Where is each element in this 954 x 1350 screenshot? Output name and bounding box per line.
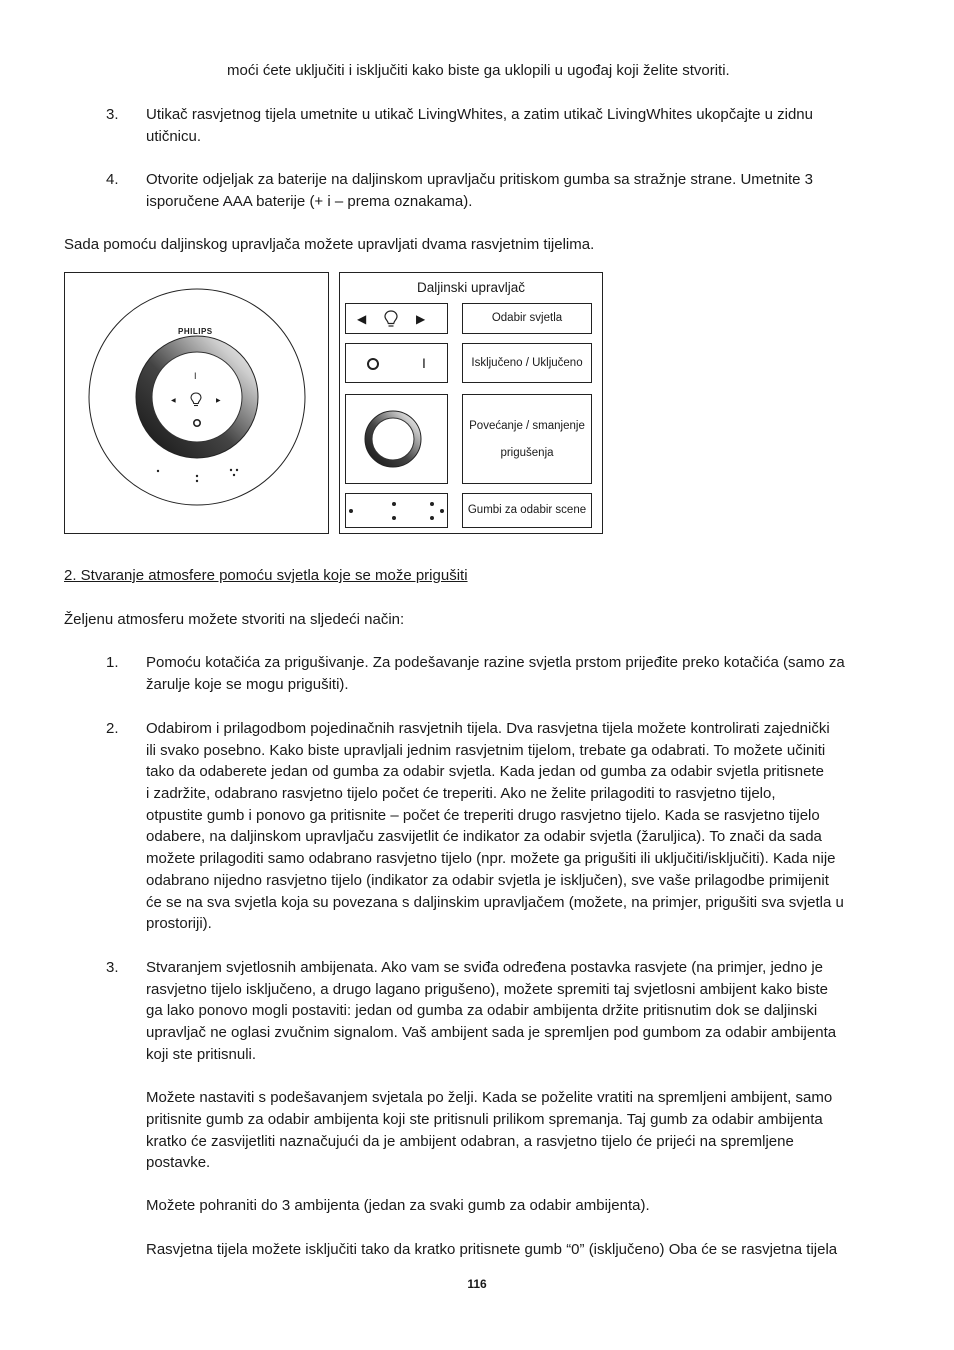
main-step-3-number: 3. xyxy=(106,959,119,976)
remote-illustration xyxy=(64,272,329,534)
step-4-number: 4. xyxy=(106,171,119,188)
section-intro: Željenu atmosferu možete stvoriti na sljedeći način: xyxy=(64,611,405,628)
step-3-line-2: utičnicu. xyxy=(146,128,202,145)
select-light-button[interactable] xyxy=(345,303,448,334)
continue-line-1: Možete nastaviti s podešavanjem svjetala po želji. Kada se poželite vratiti na spremljeni ambijent, samo xyxy=(146,1089,833,1106)
step-3-line-1: Utikač rasvjetnog tijela umetnite u utikač LivingWhites, a zatim utikač LivingWhites ukopčajte u zidnu xyxy=(146,106,813,123)
continue-line-3: kratko će zasvijetliti naznačujući da je ambijent odabran, a rasvjetno tijelo će prijeći na spremljene xyxy=(146,1133,794,1150)
dimming-label-line-2: prigušenja xyxy=(500,447,554,459)
main-step-2-line-2: ili svako posebno. Kako biste upravljali jednim rasvjetnim tijelom, trebate ga odabrati. To možete učiniti xyxy=(146,742,826,759)
dimming-wheel-control[interactable] xyxy=(345,394,448,484)
main-step-2-line-10: prostoriji). xyxy=(146,915,212,932)
legend-title: Daljinski upravljač xyxy=(416,280,526,295)
store-paragraph: Možete pohraniti do 3 ambijenta (jedan za svaki gumb za odabir ambijenta). xyxy=(146,1197,650,1214)
continue-line-2: pritisnite gumb za odabir ambijenta koji ste pritisnuli prilikom spremanja. Taj gumb za odabir ambijenta xyxy=(146,1111,823,1128)
remote-right-arrow-icon: ▶ xyxy=(216,398,221,404)
main-step-2-line-9: će se na sva svjetla koja su povezana s daljinskim upravljačem (možete, na primjer, prigušiti sva svjetla u xyxy=(146,894,844,911)
main-step-2-line-3: tako da odaberete jedan od gumba za odabir svjetla. Kada jedan od gumba za odabir svjetla pritisnete xyxy=(146,763,824,780)
dimming-wheel-icon xyxy=(363,409,423,469)
off-circle-icon xyxy=(366,357,380,371)
intro-continuation: moći ćete uključiti i isključiti kako biste ga uklopili u ugođaj koji želite stvoriti. xyxy=(227,62,730,79)
main-step-3-line-4: upravljač ne oglasi zvučnim signalom. Vaš ambijent sada je spremljen pod gumbom za odabir ambijenta xyxy=(146,1024,837,1041)
scene-label: Gumbi za odabir scene xyxy=(462,493,592,528)
main-step-2-line-5: otpustite gumb i ponovo ga pritisnite – počet će treperiti drugo rasvjetno tijelo. Kada se rasvjetno tijelo xyxy=(146,807,820,824)
on-off-button[interactable] xyxy=(345,343,448,383)
scene-dots-icon xyxy=(346,494,447,527)
summary-line: Sada pomoću daljinskog upravljača možete upravljati dvama rasvjetnim tijelima. xyxy=(64,236,595,253)
dimming-label-line-1: Povećanje / smanjenje xyxy=(469,420,585,432)
scene-buttons[interactable] xyxy=(345,493,448,528)
brand-logo: PHILIPS xyxy=(178,327,213,336)
continue-line-4: postavke. xyxy=(146,1154,211,1171)
on-mark: I xyxy=(422,355,426,371)
main-step-3-line-1: Stvaranjem svjetlosnih ambijenata. Ako vam se sviđa određena postavka rasvjete (na primjer, jedno je xyxy=(146,959,824,976)
section-title: 2. Stvaranje atmosfere pomoću svjetla koje se može prigušiti xyxy=(64,567,468,584)
select-right-arrow-icon: ▶ xyxy=(416,312,426,326)
select-left-arrow-icon: ◀ xyxy=(357,312,367,326)
main-step-1-line-1: Pomoću kotačića za prigušivanje. Za podešavanje razine svjetla prstom prijeđite preko kotačića (samo za xyxy=(146,654,845,671)
main-step-3-line-5: koji ste pritisnuli. xyxy=(146,1046,257,1063)
select-light-label: Odabir svjetla xyxy=(462,303,592,334)
main-step-2-line-7: možete prilagoditi samo odabrano rasvjetno tijelo (npr. možete ga prigušiti ili uključiti/isključiti). Kada nije xyxy=(146,850,836,867)
remote-legend xyxy=(339,272,603,534)
main-step-2-line-1: Odabirom i prilagodbom pojedinačnih rasvjetnih tijela. Dva rasvjetna tijela možete kontrolirati zajednički xyxy=(146,720,830,737)
main-step-2-line-8: odabrano nijedno rasvjetno tijelo (indikator za odabir svjetla je isključen), sve vaše prilagodbe primijenit xyxy=(146,872,829,889)
main-step-2-line-6: odabere, na daljinskom upravljaču zasvijetlit će indikator za odabir svjetla (žaruljica). To znači da sada xyxy=(146,828,822,845)
main-step-2-line-4: i zadržite, odabrano rasvjetno tijelo počet će treperiti. Ako ne želite prilagoditi to rasvjetno tijelo, xyxy=(146,785,776,802)
remote-scene-dots xyxy=(151,467,247,483)
main-step-1-line-2: žarulje koje se mogu prigušiti). xyxy=(146,676,349,693)
remote-left-arrow-icon: ◀ xyxy=(171,398,176,404)
main-step-1-number: 1. xyxy=(106,654,119,671)
step-3-number: 3. xyxy=(106,106,119,123)
remote-off-icon xyxy=(192,418,202,428)
bulb-icon xyxy=(383,310,399,329)
on-off-label: Isključeno / Uključeno xyxy=(462,343,592,383)
main-step-3-line-3: ga lako ponovo mogli postaviti: jedan od gumba za odabir ambijenta držite pritisnutim dok se daljinski xyxy=(146,1002,818,1019)
remote-bulb-icon xyxy=(189,392,203,408)
main-step-3-line-2: rasvjetno tijelo isključeno, a drugo lagano prigušeno), možete spremiti taj svjetlosni ambijent kako biste xyxy=(146,981,829,998)
dimming-label xyxy=(462,394,592,484)
page-number: 116 xyxy=(467,1277,487,1291)
remote-on-mark: I xyxy=(194,371,197,381)
step-4-line-1: Otvorite odjeljak za baterije na daljinskom upravljaču pritiskom gumba sa stražnje strane. Umetnite 3 xyxy=(146,171,813,188)
off-paragraph: Rasvjetna tijela možete isključiti tako da kratko pritisnete gumb “0” (isključeno) Oba će se rasvjetna tijela xyxy=(146,1241,838,1258)
step-4-line-2: isporučene AAA baterije (+ i – prema oznakama). xyxy=(146,193,473,210)
main-step-2-number: 2. xyxy=(106,720,119,737)
